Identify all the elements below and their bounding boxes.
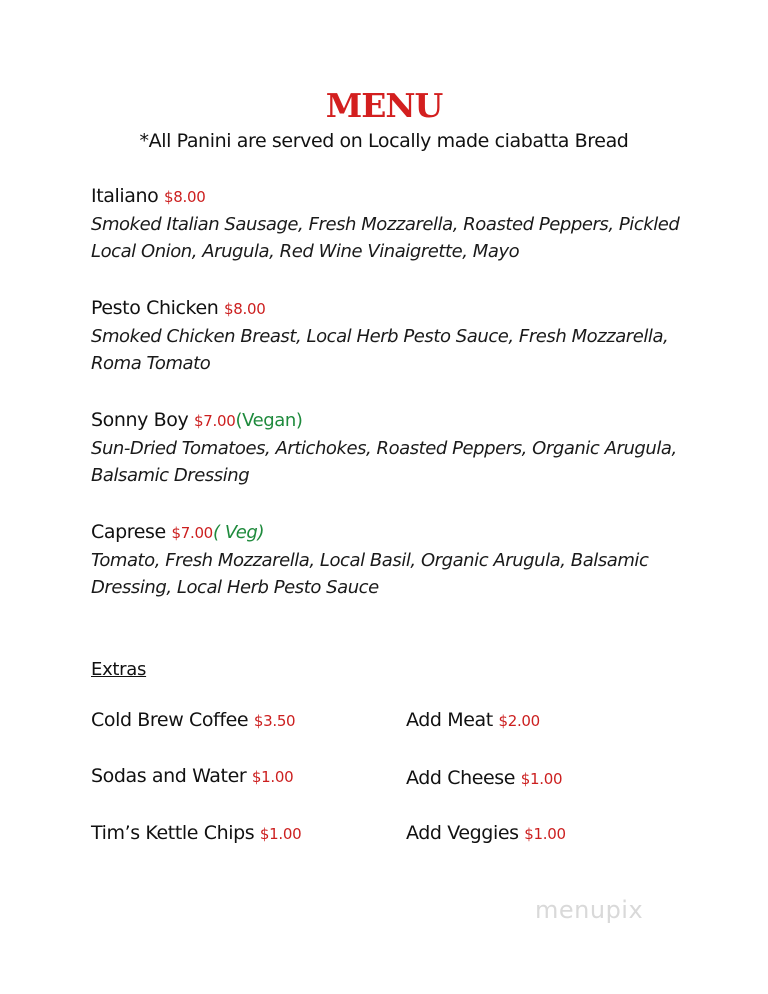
menu-item-price: $8.00 [224, 300, 266, 318]
extra-name: Cold Brew Coffee [91, 709, 249, 731]
extras-heading: Extras [91, 659, 147, 680]
extra-price: $2.00 [498, 712, 540, 730]
menu-item-italiano [91, 184, 711, 265]
extra-price: $1.00 [524, 825, 566, 843]
page-subtitle: *All Panini are served on Locally made ciabatta Bread [139, 130, 629, 152]
extra-name: Add Veggies [406, 822, 519, 844]
menu-item-header [91, 184, 711, 209]
menu-item-price: $8.00 [164, 188, 206, 206]
extra-name: Tim’s Kettle Chips [91, 822, 255, 844]
extra-kettle-chips [91, 822, 301, 844]
extra-price: $1.00 [251, 768, 294, 786]
menu-item-header [91, 408, 711, 433]
menu-item-pesto-chicken [91, 296, 711, 377]
menu-item-sonny-boy [91, 408, 711, 489]
vegan-tag: (Vegan) [235, 410, 303, 431]
extra-price: $3.50 [253, 712, 296, 730]
extra-add-veggies [406, 822, 566, 844]
menu-item-header [91, 296, 711, 321]
extra-cold-brew-coffee [91, 709, 295, 731]
extra-price: $1.00 [520, 770, 563, 788]
menupix-watermark: menupix [535, 896, 644, 924]
extra-sodas-and-water [91, 765, 293, 787]
menu-item-name: Sonny Boy [91, 409, 189, 431]
extra-name: Add Cheese [406, 767, 516, 789]
menu-item-name: Pesto Chicken [91, 297, 219, 319]
extra-name: Sodas and Water [91, 765, 247, 787]
menu-item-description: Tomato, Fresh Mozzarella, Local Basil, Organic Arugula, Balsamic Dressing, Local Herb Pesto Sauce [91, 550, 649, 598]
extra-add-cheese [406, 767, 562, 789]
menu-item-name: Italiano [91, 185, 159, 207]
menu-item-description: Sun-Dried Tomatoes, Artichokes, Roasted Peppers, Organic Arugula, Balsamic Dressing [91, 438, 677, 486]
page-title: MENU [325, 86, 443, 125]
menu-item-name: Caprese [91, 521, 166, 543]
menu-item-caprese [91, 520, 711, 601]
extra-price: $1.00 [259, 825, 302, 843]
menu-item-description: Smoked Chicken Breast, Local Herb Pesto Sauce, Fresh Mozzarella, Roma Tomato [91, 326, 669, 374]
extra-name: Add Meat [406, 709, 493, 731]
extra-add-meat [406, 709, 540, 731]
menu-item-price: $7.00 [194, 412, 236, 430]
veg-tag: ( Veg) [212, 522, 265, 543]
menu-item-description: Smoked Italian Sausage, Fresh Mozzarella, Roasted Peppers, Pickled Local Onion, Arugula, Red Wine Vinaigrette, Mayo [91, 214, 680, 262]
menu-item-price: $7.00 [171, 524, 213, 542]
menu-item-header [91, 520, 711, 545]
